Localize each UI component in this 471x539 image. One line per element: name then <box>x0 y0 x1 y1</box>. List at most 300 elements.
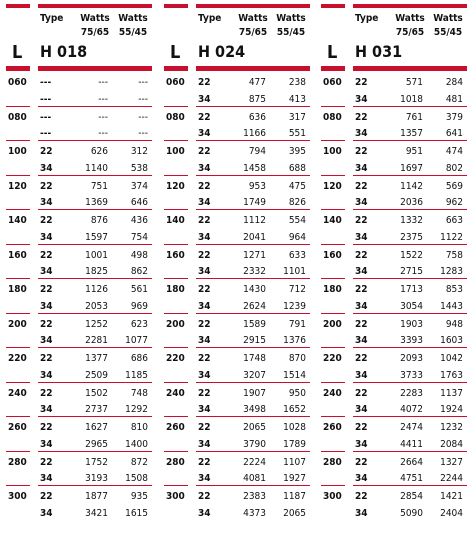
watts-55-45-value: 1239 <box>283 300 306 312</box>
type-value: 22 <box>355 77 368 88</box>
watts-55-45-value: 1443 <box>440 300 463 312</box>
row-separator-right <box>196 175 310 176</box>
watts-55-45-value: 935 <box>130 491 148 502</box>
watts-75-65-value: 1001 <box>85 249 108 261</box>
type-value: 22 <box>40 387 53 399</box>
type-value: 34 <box>355 266 368 277</box>
watts-75-65-value: 3193 <box>85 473 108 484</box>
watts-75-65-value: 1271 <box>243 249 266 261</box>
watts-55-45-value: 1924 <box>440 404 463 415</box>
watts-75-65-value: 1140 <box>85 162 108 174</box>
watts-55-45-value: 238 <box>288 77 306 88</box>
watts-label: Watts <box>238 13 268 24</box>
watts-55-45-value: 1327 <box>440 456 463 468</box>
watts-55-45-value: 1421 <box>440 491 463 502</box>
watts-55-45-value: 964 <box>288 231 306 243</box>
watts-75-65-value: 2332 <box>243 266 266 277</box>
watts-75-65-value: 1903 <box>400 318 423 330</box>
watts-75-65-value: 951 <box>405 146 423 157</box>
watts-55-45-value: 2404 <box>440 507 463 519</box>
watts-55-45-value: 1122 <box>440 231 463 243</box>
panel-h-024 <box>158 0 312 539</box>
row-separator-right <box>196 347 310 348</box>
watts-75-65-value: 1252 <box>85 318 108 330</box>
watts-75-65-value: 2474 <box>400 422 423 433</box>
length-header: L <box>12 42 23 63</box>
watts-75-65-value: 2624 <box>243 300 266 312</box>
length-value: 100 <box>8 146 27 157</box>
watts-75-65-value: 1589 <box>243 318 266 330</box>
type-value: 34 <box>198 473 211 484</box>
length-value: 180 <box>323 284 342 295</box>
watts-75-65-value: 2854 <box>400 491 423 502</box>
length-value: 200 <box>166 318 185 330</box>
watts-75-65-value: 2915 <box>243 335 266 346</box>
watts-55-45-value: 791 <box>288 318 306 330</box>
type-value: 34 <box>198 231 211 243</box>
watts-75-65-value: 1112 <box>243 215 266 226</box>
watts-75-65-value: 571 <box>405 77 423 88</box>
row-separator-right <box>196 313 310 314</box>
temp-label: 75/65 <box>395 27 425 38</box>
row-separator-left <box>6 140 30 141</box>
watts-55-45-value: 395 <box>288 146 306 157</box>
watts-55-45-value: 1789 <box>283 438 306 450</box>
type-value: 22 <box>355 180 368 192</box>
panel-h-031 <box>315 0 469 539</box>
type-value: 22 <box>355 318 368 330</box>
watts-label: Watts <box>395 13 425 24</box>
header-rule-left <box>321 66 345 71</box>
watts-75-65-value: --- <box>98 111 108 123</box>
type-value: 34 <box>40 231 53 243</box>
watts-55-45-value: 554 <box>288 215 306 226</box>
watts-75-65-value: 2053 <box>85 300 108 312</box>
row-separator-left <box>321 347 345 348</box>
type-value: 34 <box>355 162 368 174</box>
watts-75-65-value: 1522 <box>400 249 423 261</box>
watts-55-45-value: 379 <box>445 111 463 123</box>
watts-55-45-value: 1376 <box>283 335 306 346</box>
watts-55-45-value: 810 <box>130 422 148 433</box>
length-value: 080 <box>166 111 185 123</box>
length-value: 240 <box>8 387 27 399</box>
model-code: H 018 <box>40 42 88 61</box>
type-value: --- <box>40 77 52 88</box>
watts-75-65-value: 1357 <box>400 128 423 139</box>
type-value: 34 <box>355 231 368 243</box>
row-separator-right <box>38 451 152 452</box>
length-value: 280 <box>8 456 27 468</box>
row-separator-left <box>321 451 345 452</box>
row-separator-left <box>6 416 30 417</box>
type-value: 34 <box>198 162 211 174</box>
row-separator-left <box>6 347 30 348</box>
watts-55-45-value: 948 <box>445 318 463 330</box>
watts-label: Watts <box>433 13 463 24</box>
type-value: 22 <box>40 422 53 433</box>
watts-75-65-value: 1748 <box>243 353 266 364</box>
length-value: 140 <box>166 215 185 226</box>
type-value: 22 <box>40 215 53 226</box>
watts-75-65-header <box>233 12 273 40</box>
row-separator-left <box>321 485 345 486</box>
watts-55-45-value: 1763 <box>440 369 463 381</box>
watts-55-45-value: 1508 <box>125 473 148 484</box>
type-value: 34 <box>198 335 211 346</box>
row-separator-left <box>321 175 345 176</box>
row-separator-right <box>38 175 152 176</box>
watts-55-45-value: 623 <box>130 318 148 330</box>
watts-55-45-value: 802 <box>445 162 463 174</box>
type-value: 34 <box>355 404 368 415</box>
watts-55-45-value: 688 <box>288 162 306 174</box>
length-value: 120 <box>323 180 342 192</box>
row-separator-left <box>164 451 188 452</box>
type-header: Type <box>40 13 64 24</box>
row-separator-right <box>196 244 310 245</box>
watts-label: Watts <box>276 13 306 24</box>
row-separator-left <box>6 278 30 279</box>
type-value: 34 <box>198 266 211 277</box>
row-separator-right <box>353 106 467 107</box>
watts-75-65-value: 4072 <box>400 404 423 415</box>
length-value: 060 <box>323 77 342 88</box>
watts-75-65-value: 3790 <box>243 438 266 450</box>
top-rule-right <box>38 4 152 8</box>
type-value: 22 <box>40 318 53 330</box>
type-value: 22 <box>355 215 368 226</box>
watts-75-65-value: 1907 <box>243 387 266 399</box>
type-value: 34 <box>40 404 53 415</box>
type-value: 34 <box>355 473 368 484</box>
row-separator-left <box>321 244 345 245</box>
row-separator-left <box>164 382 188 383</box>
type-header: Type <box>355 13 379 24</box>
watts-75-65-header <box>390 12 430 40</box>
type-value: 22 <box>198 111 211 123</box>
length-value: 220 <box>166 353 185 364</box>
type-value: 22 <box>355 422 368 433</box>
watts-55-45-value: 870 <box>288 353 306 364</box>
row-separator-right <box>196 485 310 486</box>
watts-75-65-value: 2224 <box>243 456 266 468</box>
top-rule-left <box>6 4 30 8</box>
watts-75-65-value: 751 <box>90 180 108 192</box>
watts-75-65-value: 761 <box>405 111 423 123</box>
watts-55-45-value: --- <box>138 128 148 139</box>
watts-75-65-value: 1502 <box>85 387 108 399</box>
watts-55-45-value: 561 <box>130 284 148 295</box>
type-value: 22 <box>198 77 211 88</box>
watts-label: Watts <box>80 13 110 24</box>
watts-75-65-value: 2375 <box>400 231 423 243</box>
length-value: 260 <box>323 422 342 433</box>
row-separator-left <box>321 416 345 417</box>
type-value: 22 <box>198 180 211 192</box>
type-value: 22 <box>40 146 53 157</box>
length-value: 080 <box>323 111 342 123</box>
type-value: 34 <box>355 335 368 346</box>
length-value: 160 <box>166 249 185 261</box>
watts-75-65-value: 4411 <box>400 438 423 450</box>
type-value: 22 <box>355 249 368 261</box>
watts-75-65-value: 2283 <box>400 387 423 399</box>
row-separator-right <box>353 244 467 245</box>
watts-55-45-value: 748 <box>130 387 148 399</box>
watts-55-45-value: 1077 <box>125 335 148 346</box>
panel-h-018 <box>0 0 154 539</box>
watts-75-65-value: 2965 <box>85 438 108 450</box>
watts-75-65-value: 1697 <box>400 162 423 174</box>
type-value: 22 <box>40 456 53 468</box>
watts-55-45-value: 538 <box>130 162 148 174</box>
row-separator-right <box>353 347 467 348</box>
type-value: 34 <box>40 197 53 208</box>
watts-55-45-value: 312 <box>130 146 148 157</box>
watts-75-65-value: 636 <box>248 111 266 123</box>
row-separator-right <box>196 382 310 383</box>
row-separator-left <box>6 244 30 245</box>
watts-55-45-value: 481 <box>445 93 463 105</box>
watts-55-45-value: 712 <box>288 284 306 295</box>
length-value: 280 <box>166 456 185 468</box>
watts-75-65-value: 876 <box>90 215 108 226</box>
watts-75-65-value: 4373 <box>243 507 266 519</box>
watts-55-45-value: 872 <box>130 456 148 468</box>
watts-55-45-value: 1400 <box>125 438 148 450</box>
length-value: 240 <box>323 387 342 399</box>
row-separator-right <box>38 209 152 210</box>
row-separator-right <box>38 382 152 383</box>
row-separator-left <box>164 278 188 279</box>
model-code: H 024 <box>198 42 246 61</box>
temp-label: 55/45 <box>118 27 148 38</box>
watts-55-45-value: 474 <box>445 146 463 157</box>
length-header: L <box>170 42 181 63</box>
row-separator-right <box>38 106 152 107</box>
row-separator-left <box>164 485 188 486</box>
length-value: 260 <box>166 422 185 433</box>
row-separator-right <box>38 416 152 417</box>
length-value: 160 <box>323 249 342 261</box>
type-value: 22 <box>198 491 211 502</box>
watts-55-45-value: 758 <box>445 249 463 261</box>
row-separator-right <box>353 451 467 452</box>
type-value: --- <box>40 111 52 123</box>
type-value: 22 <box>198 456 211 468</box>
header-rule-right <box>196 66 310 71</box>
watts-55-45-value: 1615 <box>125 507 148 519</box>
length-value: 240 <box>166 387 185 399</box>
row-separator-left <box>321 106 345 107</box>
watts-55-45-value: 1107 <box>283 456 306 468</box>
watts-75-65-value: 2737 <box>85 404 108 415</box>
row-separator-left <box>321 313 345 314</box>
row-separator-right <box>353 175 467 176</box>
watts-55-45-value: 569 <box>445 180 463 192</box>
row-separator-left <box>164 209 188 210</box>
length-value: 260 <box>8 422 27 433</box>
watts-75-65-header <box>75 12 115 40</box>
watts-75-65-value: 2093 <box>400 353 423 364</box>
watts-55-45-value: 1187 <box>283 491 306 502</box>
length-value: 160 <box>8 249 27 261</box>
watts-55-45-value: 1232 <box>440 422 463 433</box>
row-separator-left <box>321 382 345 383</box>
type-value: 22 <box>355 387 368 399</box>
model-code: H 031 <box>355 42 403 61</box>
watts-75-65-value: 2664 <box>400 456 423 468</box>
watts-55-45-value: 853 <box>445 284 463 295</box>
type-value: 34 <box>198 93 211 105</box>
watts-55-45-value: 1028 <box>283 422 306 433</box>
watts-55-45-value: 663 <box>445 215 463 226</box>
watts-75-65-value: 1877 <box>85 491 108 502</box>
watts-55-45-value: 413 <box>288 93 306 105</box>
type-value: 34 <box>40 300 53 312</box>
row-separator-left <box>164 244 188 245</box>
watts-75-65-value: 2509 <box>85 369 108 381</box>
type-value: 34 <box>355 507 368 519</box>
watts-55-45-value: 1927 <box>283 473 306 484</box>
type-value: 22 <box>198 215 211 226</box>
type-value: 34 <box>40 266 53 277</box>
temp-label: 55/45 <box>433 27 463 38</box>
type-value: 34 <box>355 128 368 139</box>
type-value: 22 <box>355 284 368 295</box>
watts-55-45-value: 862 <box>130 266 148 277</box>
type-value: 22 <box>198 318 211 330</box>
row-separator-right <box>196 416 310 417</box>
row-separator-left <box>6 382 30 383</box>
row-separator-left <box>6 106 30 107</box>
type-value: 22 <box>198 387 211 399</box>
watts-75-65-value: --- <box>98 93 108 105</box>
temp-label: 75/65 <box>238 27 268 38</box>
length-value: 100 <box>323 146 342 157</box>
row-separator-right <box>196 278 310 279</box>
type-value: 22 <box>198 284 211 295</box>
row-separator-left <box>164 175 188 176</box>
header-rule-left <box>6 66 30 71</box>
row-separator-right <box>38 140 152 141</box>
top-rule-left <box>321 4 345 8</box>
type-value: 22 <box>355 146 368 157</box>
type-value: 34 <box>198 300 211 312</box>
length-value: 180 <box>166 284 185 295</box>
row-separator-right <box>38 485 152 486</box>
watts-55-45-value: 2084 <box>440 438 463 450</box>
watts-75-65-value: 2036 <box>400 197 423 208</box>
watts-55-45-value: 1137 <box>440 387 463 399</box>
watts-55-45-value: 1652 <box>283 404 306 415</box>
watts-75-65-value: 1752 <box>85 456 108 468</box>
type-value: 34 <box>198 197 211 208</box>
watts-75-65-value: 1332 <box>400 215 423 226</box>
watts-55-45-value: 633 <box>288 249 306 261</box>
watts-75-65-value: 2715 <box>400 266 423 277</box>
length-header: L <box>327 42 338 63</box>
type-value: 22 <box>40 180 53 192</box>
watts-label: Watts <box>118 13 148 24</box>
length-value: 120 <box>166 180 185 192</box>
type-value: 34 <box>355 438 368 450</box>
watts-75-65-value: 3393 <box>400 335 423 346</box>
watts-75-65-value: 1458 <box>243 162 266 174</box>
type-value: 34 <box>198 507 211 519</box>
watts-75-65-value: 3498 <box>243 404 266 415</box>
row-separator-left <box>6 209 30 210</box>
watts-75-65-value: 626 <box>90 146 108 157</box>
watts-75-65-value: 3421 <box>85 507 108 519</box>
type-value: 34 <box>198 369 211 381</box>
row-separator-right <box>353 416 467 417</box>
row-separator-left <box>164 313 188 314</box>
row-separator-left <box>6 313 30 314</box>
type-value: 22 <box>198 146 211 157</box>
type-value: 34 <box>40 507 53 519</box>
watts-75-65-value: 1126 <box>85 284 108 295</box>
watts-75-65-value: 1749 <box>243 197 266 208</box>
watts-55-45-value: 317 <box>288 111 306 123</box>
type-value: 22 <box>355 491 368 502</box>
watts-75-65-value: 2065 <box>243 422 266 433</box>
watts-55-45-value: 2065 <box>283 507 306 519</box>
row-separator-right <box>353 382 467 383</box>
watts-55-45-value: 641 <box>445 128 463 139</box>
type-value: 34 <box>355 300 368 312</box>
length-value: 100 <box>166 146 185 157</box>
watts-55-45-value: --- <box>138 93 148 105</box>
row-separator-right <box>38 347 152 348</box>
watts-55-45-value: --- <box>138 111 148 123</box>
length-value: 180 <box>8 284 27 295</box>
length-value: 300 <box>8 491 27 502</box>
row-separator-right <box>38 278 152 279</box>
type-value: 34 <box>355 93 368 105</box>
watts-55-45-value: 950 <box>288 387 306 399</box>
watts-75-65-value: 5090 <box>400 507 423 519</box>
watts-75-65-value: 1369 <box>85 197 108 208</box>
watts-75-65-value: 953 <box>248 180 266 192</box>
watts-55-45-value: 1603 <box>440 335 463 346</box>
watts-55-45-value: 374 <box>130 180 148 192</box>
watts-55-45-value: 2244 <box>440 473 463 484</box>
watts-55-45-value: 284 <box>445 77 463 88</box>
watts-55-45-value: 1283 <box>440 266 463 277</box>
type-value: 22 <box>40 249 53 261</box>
watts-55-45-value: 498 <box>130 249 148 261</box>
type-value: 34 <box>355 369 368 381</box>
watts-75-65-value: 477 <box>248 77 266 88</box>
row-separator-left <box>164 347 188 348</box>
type-value: 34 <box>40 335 53 346</box>
header-rule-left <box>164 66 188 71</box>
watts-75-65-value: 4081 <box>243 473 266 484</box>
length-value: 060 <box>166 77 185 88</box>
watts-75-65-value: 2041 <box>243 231 266 243</box>
row-separator-right <box>196 140 310 141</box>
length-value: 200 <box>323 318 342 330</box>
type-value: 22 <box>40 353 53 364</box>
row-separator-right <box>38 313 152 314</box>
type-value: 34 <box>355 197 368 208</box>
type-value: 22 <box>355 353 368 364</box>
type-value: 22 <box>40 491 53 502</box>
temp-label: 75/65 <box>80 27 110 38</box>
type-value: 22 <box>355 456 368 468</box>
